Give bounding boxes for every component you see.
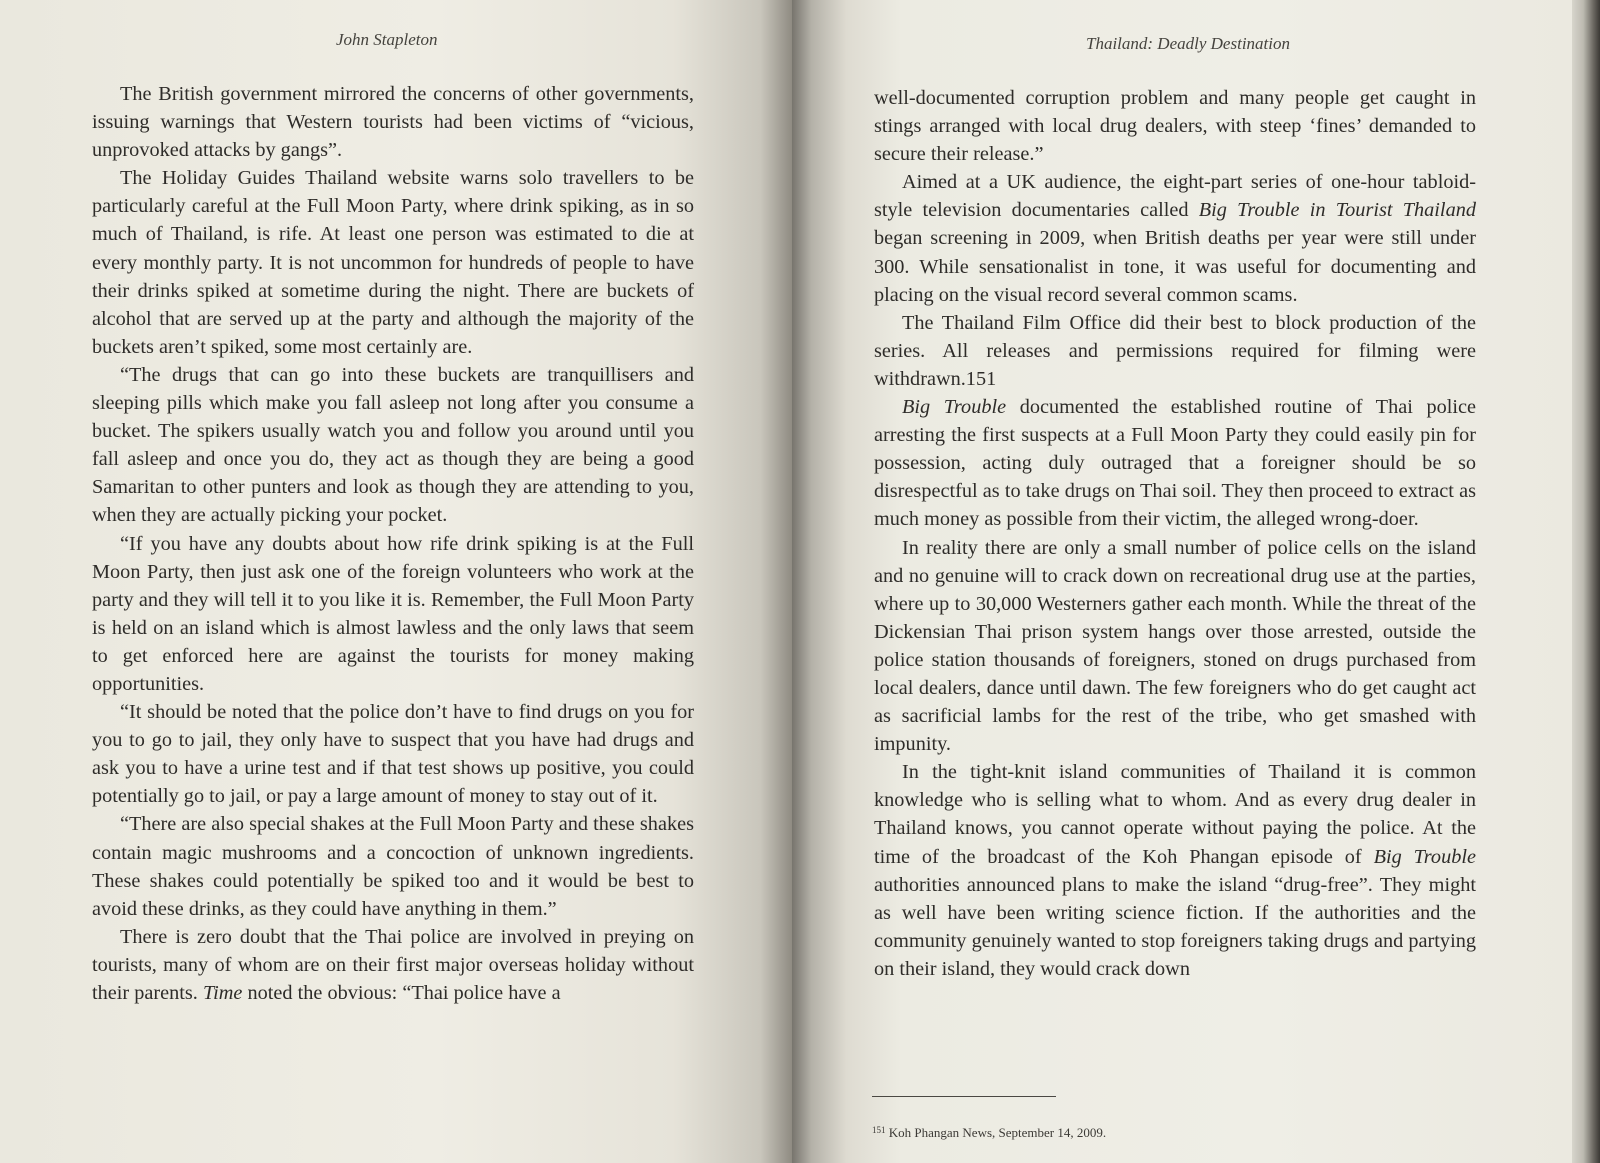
running-head-title: Thailand: Deadly Destination [1086, 34, 1290, 53]
paragraph [92, 923, 694, 1007]
paragraph: well-documented corruption problem and many people get caught in stings arranged with local drug dealers, with steep ‘fines’ demanded to secure their release.” [874, 87, 1476, 166]
paragraph: “There are also special shakes at the Full Moon Party and these shakes contain magic mushrooms and a concoction of unknown ingredients. These shakes could potentially be spiked too and it would be best to avoid these drinks, as they could have anything in them.” [92, 813, 694, 920]
paragraph [874, 393, 1476, 533]
italic-title: Big Trouble in Tourist Thailand [1198, 199, 1476, 222]
footnote-rule [872, 1096, 1056, 1097]
right-page [792, 0, 1572, 1163]
paragraph: The British government mirrored the concerns of other governments, issuing warnings that Western tourists had been victims of “vicious, unprovoked attacks by gangs”. [92, 83, 694, 162]
paragraph: The Holiday Guides Thailand website warns solo travellers to be particularly careful at the Full Moon Party, where drink spiking, as in so much of Thailand, is rife. At least one person was estimated to die at every monthly party. It is not uncommon for hundreds of people to have their drinks spiked at sometime during the night. There are buckets of alcohol that are served up at the party and although the majority of the buckets aren’t spiked, some most certainly are. [92, 167, 694, 358]
text-run: There is zero doubt that the Thai police are involved in preying on tourists, many of whom are on their first major overseas holiday without their parents. [92, 925, 694, 1004]
italic-title: Big Trouble [1373, 845, 1476, 868]
text-run: began screening in 2009, when British deaths per year were still under 300. While sensationalist in tone, it was useful for documenting and placing on the visual record several common scams. [874, 227, 1476, 306]
book-page-edge [1572, 0, 1600, 1163]
paragraph: In reality there are only a small number of police cells on the island and no genuine will to crack down on recreational drug use at the parties, where up to 30,000 Westerners gather each month. While the threat of the Dickensian Thai prison system hangs over those arrested, outside the police station thousands of foreigners, stoned on drugs purchased from local dealers, dance until dawn. The few foreigners who do get caught act as sacrificial lambs for the rest of the tribe, who get smashed with impunity. [874, 536, 1476, 756]
paragraph [874, 758, 1476, 983]
paragraph: “If you have any doubts about how rife drink spiking is at the Full Moon Party, then just ask one of the foreign volunteers who work at the party and they will tell it to you like it is. Remember, the Full Moon Party is held on an island which is almost lawless and the only laws that seem to get enforced here are against the tourists for money making opportunities. [92, 532, 694, 695]
text-run: In the tight-knit island communities of Thailand it is common knowledge who is selling what to whom. And as every drug dealer in Thailand knows, you cannot operate without paying the police. At the time of the broadcast of the Koh Phangan episode of [874, 761, 1476, 868]
paragraph [874, 168, 1476, 308]
running-head-author: John Stapleton [336, 30, 438, 49]
left-page-body [92, 80, 694, 1007]
footnote [872, 1125, 1106, 1141]
italic-title-time: Time [202, 982, 243, 1004]
footnote-text: Koh Phangan News, September 14, 2009. [885, 1125, 1107, 1140]
italic-title: Big Trouble [902, 396, 1007, 419]
text-run: documented the established routine of Thai police arresting the first suspects at a Full Moon Party they could easily pin for possession, acting duly outraged that a foreigner should be so disrespectful as to take drugs on Thai soil. They then proceed to extract as much money as possible from their victim, the alleged wrong-doer. [874, 396, 1477, 531]
text-run: Aimed at a UK audience, the eight-part series of one-hour tabloid-style television documentaries called [874, 171, 1476, 222]
text-run: authorities announced plans to make the island “drug-free”. They might as well have been writing science fiction. If the authorities and the community genuinely wanted to stop foreigners taking drugs and partying on their island, they would crack down [874, 873, 1476, 980]
paragraph: “The drugs that can go into these buckets are tranquillisers and sleeping pills which make you fall asleep not long after you consume a bucket. The spikers usually watch you and follow you around until you fall asleep and once you do, they act as though they are being a good Samaritan to other punters and look as though they are attending to you, when they are actually picking your pocket. [92, 363, 694, 527]
paragraph: “It should be noted that the police don’t have to find drugs on you for you to go to jail, they only have to suspect that you have had drugs and ask you to have a urine test and if that test shows up positive, you could potentially go to jail, or pay a large amount of money to stay out of it. [92, 701, 694, 808]
paragraph: The Thailand Film Office did their best to block production of the series. All releases and permissions required for filming were withdrawn.151 [874, 311, 1476, 390]
text-run: noted the obvious: “Thai police have a [242, 982, 561, 1004]
footnote-marker: 151 [872, 1125, 886, 1135]
right-page-body [874, 84, 1476, 983]
left-page [0, 0, 792, 1163]
